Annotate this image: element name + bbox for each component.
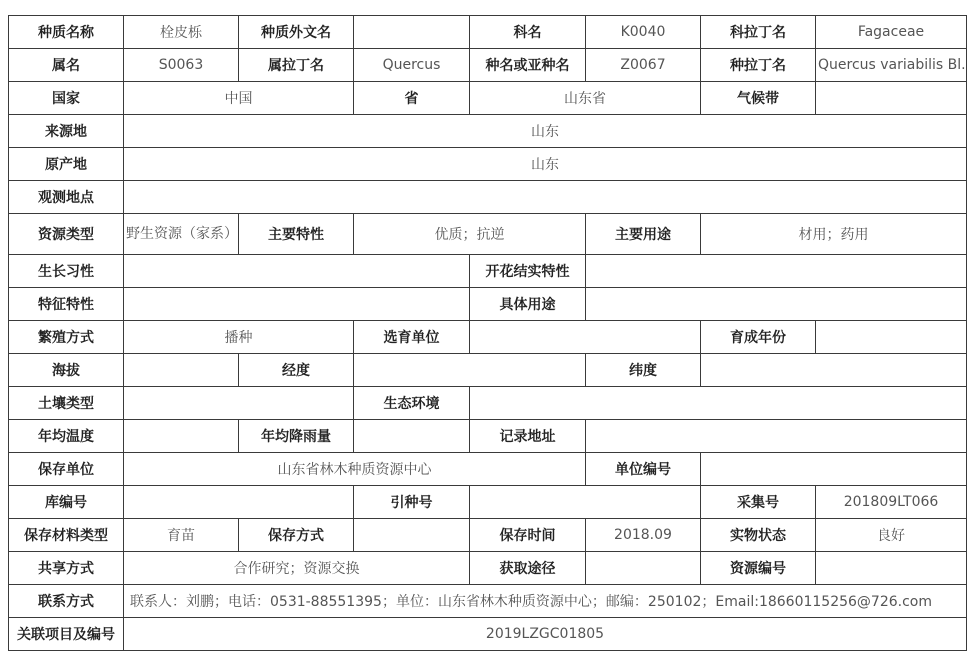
repo-code-value (124, 486, 354, 519)
altitude-value (124, 354, 239, 387)
table-row (9, 486, 967, 519)
propagation-label: 繁殖方式 (9, 321, 124, 354)
avg-rain-label: 年均降雨量 (239, 420, 354, 453)
table-row (9, 214, 967, 255)
origin-label: 原产地 (9, 148, 124, 181)
longitude-value (354, 354, 586, 387)
soil-value (124, 387, 354, 420)
avg-temp-label: 年均温度 (9, 420, 124, 453)
climate-value (816, 82, 967, 115)
source-label: 来源地 (9, 115, 124, 148)
table-row (9, 148, 967, 181)
growth-habit-value (124, 255, 470, 288)
acquire-label: 获取途径 (470, 552, 586, 585)
record-addr-label: 记录地址 (470, 420, 586, 453)
germplasm-record-table (8, 15, 967, 651)
resource-code-label: 资源编号 (701, 552, 816, 585)
repo-code-label: 库编号 (9, 486, 124, 519)
germplasm-name-value: 栓皮栎 (124, 16, 239, 49)
intro-code-value (470, 486, 701, 519)
state-value: 良好 (816, 519, 967, 552)
material-type-value: 育苗 (124, 519, 239, 552)
unit-code-value (701, 453, 967, 486)
breeding-unit-value (470, 321, 701, 354)
keep-method-label: 保存方式 (239, 519, 354, 552)
origin-value: 山东 (124, 148, 967, 181)
genus-value: S0063 (124, 49, 239, 82)
species-label: 种名或亚种名 (470, 49, 586, 82)
latitude-label: 纬度 (586, 354, 701, 387)
table-row (9, 354, 967, 387)
latitude-value (701, 354, 967, 387)
country-label: 国家 (9, 82, 124, 115)
resource-type-label: 资源类型 (9, 214, 124, 255)
breeding-year-label: 育成年份 (701, 321, 816, 354)
climate-label: 气候带 (701, 82, 816, 115)
main-traits-value: 优质；抗逆 (354, 214, 586, 255)
intro-code-label: 引种号 (354, 486, 470, 519)
share-value: 合作研究；资源交换 (124, 552, 470, 585)
acquire-value (586, 552, 701, 585)
specific-use-label: 具体用途 (470, 288, 586, 321)
propagation-value: 播种 (124, 321, 354, 354)
main-use-label: 主要用途 (586, 214, 701, 255)
genus-latin-value: Quercus (354, 49, 470, 82)
table-row (9, 181, 967, 214)
table-row (9, 49, 967, 82)
table-row (9, 618, 967, 651)
flowering-label: 开花结实特性 (470, 255, 586, 288)
province-label: 省 (354, 82, 470, 115)
table-row (9, 387, 967, 420)
table-row (9, 552, 967, 585)
country-value: 中国 (124, 82, 354, 115)
altitude-label: 海拔 (9, 354, 124, 387)
family-label: 科名 (470, 16, 586, 49)
table-row (9, 16, 967, 49)
material-type-label: 保存材料类型 (9, 519, 124, 552)
genus-latin-label: 属拉丁名 (239, 49, 354, 82)
germplasm-name-label: 种质名称 (9, 16, 124, 49)
table-row (9, 255, 967, 288)
avg-rain-value (354, 420, 470, 453)
keep-method-value (354, 519, 470, 552)
table-row (9, 321, 967, 354)
main-use-value: 材用；药用 (701, 214, 967, 255)
family-latin-label: 科拉丁名 (701, 16, 816, 49)
keep-time-value: 2018.09 (586, 519, 701, 552)
state-label: 实物状态 (701, 519, 816, 552)
unit-code-label: 单位编号 (586, 453, 701, 486)
keep-time-label: 保存时间 (470, 519, 586, 552)
family-latin-value: Fagaceae (816, 16, 967, 49)
growth-habit-label: 生长习性 (9, 255, 124, 288)
avg-temp-value (124, 420, 239, 453)
table-row (9, 82, 967, 115)
table-row (9, 115, 967, 148)
resource-code-value (816, 552, 967, 585)
keeper-value: 山东省林木种质资源中心 (124, 453, 586, 486)
share-label: 共享方式 (9, 552, 124, 585)
project-label: 关联项目及编号 (9, 618, 124, 651)
contact-label: 联系方式 (9, 585, 124, 618)
longitude-label: 经度 (239, 354, 354, 387)
species-latin-label: 种拉丁名 (701, 49, 816, 82)
observe-site-value (124, 181, 967, 214)
family-value: K0040 (586, 16, 701, 49)
collect-code-label: 采集号 (701, 486, 816, 519)
table-row (9, 453, 967, 486)
ecology-label: 生态环境 (354, 387, 470, 420)
resource-type-value: 野生资源（家系） (124, 214, 239, 255)
record-addr-value (586, 420, 967, 453)
specific-use-value (586, 288, 967, 321)
breeding-unit-label: 选育单位 (354, 321, 470, 354)
observe-site-label: 观测地点 (9, 181, 124, 214)
foreign-name-value (354, 16, 470, 49)
keeper-label: 保存单位 (9, 453, 124, 486)
main-traits-label: 主要特性 (239, 214, 354, 255)
table-row (9, 288, 967, 321)
foreign-name-label: 种质外文名 (239, 16, 354, 49)
table-row (9, 519, 967, 552)
ecology-value (470, 387, 967, 420)
species-latin-value: Quercus variabilis Bl. (816, 49, 967, 82)
source-value: 山东 (124, 115, 967, 148)
contact-value: 联系人：刘鹏；电话：0531-88551395；单位：山东省林木种质资源中心；邮编：250102；Email:18660115256@726.com (124, 585, 967, 618)
breeding-year-value (816, 321, 967, 354)
genus-label: 属名 (9, 49, 124, 82)
province-value: 山东省 (470, 82, 701, 115)
feature-label: 特征特性 (9, 288, 124, 321)
collect-code-value: 201809LT066 (816, 486, 967, 519)
project-value: 2019LZGC01805 (124, 618, 967, 651)
flowering-value (586, 255, 967, 288)
soil-label: 土壤类型 (9, 387, 124, 420)
feature-value (124, 288, 470, 321)
germplasm-record-table-container (8, 15, 966, 651)
table-row (9, 585, 967, 618)
table-row (9, 420, 967, 453)
species-value: Z0067 (586, 49, 701, 82)
